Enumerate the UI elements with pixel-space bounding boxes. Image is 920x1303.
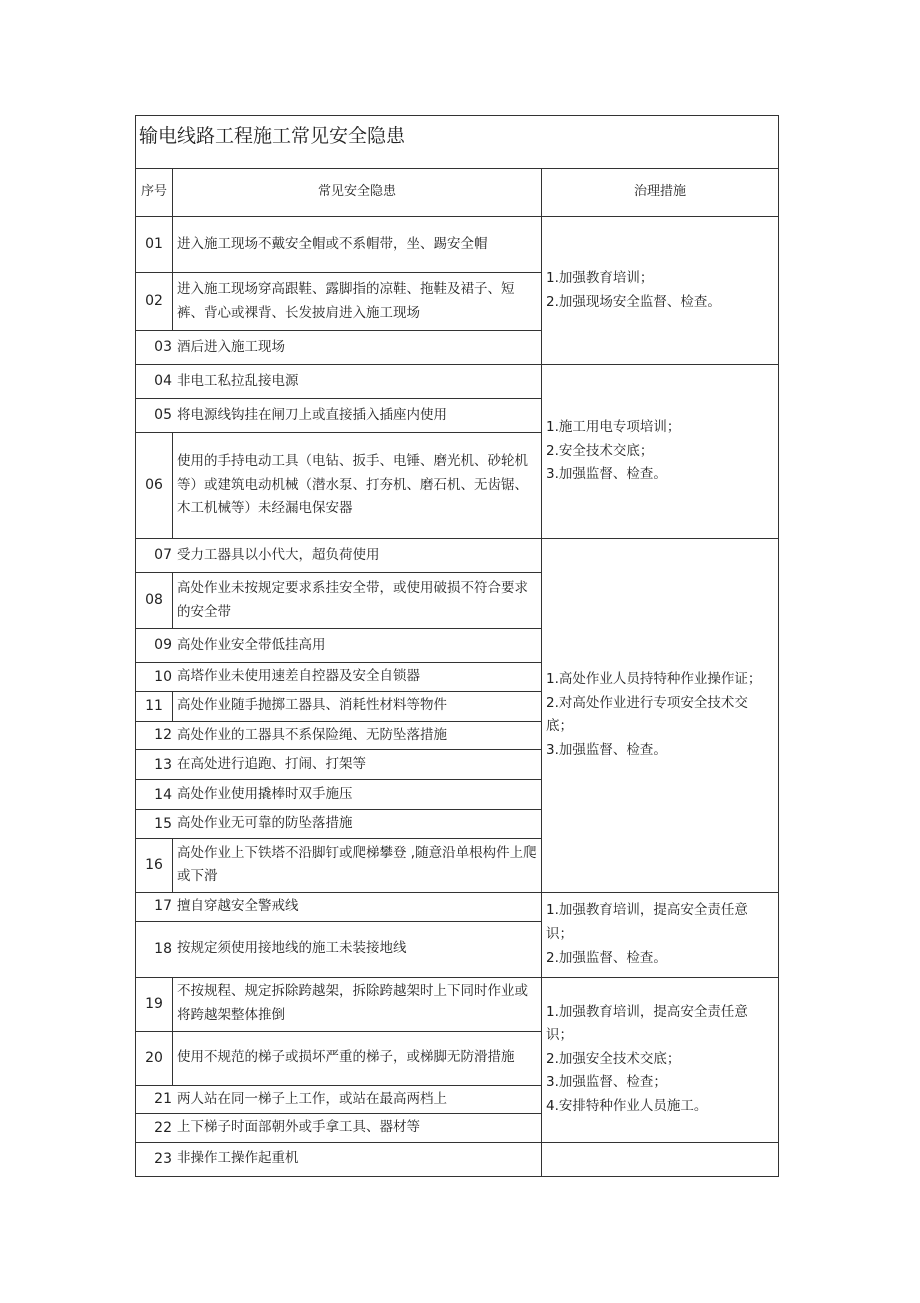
- row-number: 10: [136, 663, 173, 692]
- row-number: 08: [136, 573, 173, 629]
- hazard-text: 高处作业的工器具不系保险绳、无防坠落措施: [173, 721, 542, 750]
- measure-item: 1.施工用电专项培训；: [546, 419, 681, 436]
- measure-item: 1.加强教育培训，提高安全责任意识；: [546, 902, 748, 942]
- hazard-text: 两人站在同一梯子上工作，或站在最高两档上: [173, 1085, 542, 1114]
- measure-item: 2.加强现场安全监督、检查。: [546, 293, 721, 310]
- row-number: 13: [136, 750, 173, 780]
- measures-cell: [542, 365, 779, 539]
- hazard-text: 高处作业随手抛掷工器具、消耗性材料等物件: [173, 691, 542, 721]
- measures-cell: [542, 1142, 779, 1176]
- hazard-text: 使用不规范的梯子或损坏严重的梯子，或梯脚无防滑措施: [173, 1031, 542, 1085]
- hazard-text: 在高处进行追跑、打闹、打架等: [173, 750, 542, 780]
- hazard-text: 高处作业上下铁塔不沿脚钉或爬梯攀登 ,随意沿单根构件上爬或下滑: [173, 838, 542, 892]
- row-number: 05: [136, 399, 173, 433]
- row-number: 17: [136, 892, 173, 921]
- row-number: 04: [136, 365, 173, 399]
- hazard-text: 高处作业未按规定要求系挂安全带，或使用破损不符合要求的安全带: [173, 573, 542, 629]
- row-number: 22: [136, 1114, 173, 1143]
- table-row: [136, 217, 779, 273]
- measures-cell: [542, 892, 779, 977]
- measures-cell: [542, 977, 779, 1142]
- row-number: 20: [136, 1031, 173, 1085]
- measure-item: 2.对高处作业进行专项安全技术交底；: [546, 694, 748, 735]
- hazard-text: 非电工私拉乱接电源: [173, 365, 542, 399]
- measure-item: 1.加强教育培训；: [546, 269, 654, 286]
- measures-cell: [542, 539, 779, 893]
- hazard-text: 将电源线钩挂在闸刀上或直接插入插座内使用: [173, 399, 542, 433]
- measure-item: 1.加强教育培训，提高安全责任意识；: [546, 1003, 748, 1044]
- header-row: [136, 169, 779, 217]
- hazard-table: [135, 115, 779, 1177]
- header-hazard: 常见安全隐患: [173, 169, 542, 217]
- row-number: 01: [136, 217, 173, 273]
- row-number: 19: [136, 977, 173, 1031]
- table-row: [136, 539, 779, 573]
- title-row: [136, 116, 779, 169]
- row-number: 14: [136, 780, 173, 810]
- measure-item: 4.安排特种作业人员施工。: [546, 1098, 708, 1115]
- hazard-text: 非操作工操作起重机: [173, 1142, 542, 1176]
- table-row: [136, 892, 779, 921]
- row-number: 09: [136, 629, 173, 663]
- measure-item: 2.安全技术交底；: [546, 442, 654, 459]
- table-row: [136, 1142, 779, 1176]
- measure-item: 2.加强安全技术交底；: [546, 1050, 681, 1067]
- hazard-text: 高处作业安全带低挂高用: [173, 629, 542, 663]
- row-number: 21: [136, 1085, 173, 1114]
- hazard-text: 按规定须使用接地线的施工未装接地线: [173, 921, 542, 977]
- header-no: 序号: [136, 169, 173, 217]
- measure-item: 3.加强监督、检查。: [546, 742, 667, 759]
- row-number: 11: [136, 691, 173, 721]
- row-number: 12: [136, 721, 173, 750]
- hazard-text: 上下梯子时面部朝外或手拿工具、器材等: [173, 1114, 542, 1143]
- hazard-text: 擅自穿越安全警戒线: [173, 892, 542, 921]
- table-row: [136, 365, 779, 399]
- measure-item: 3.加强监督、检查；: [546, 1074, 667, 1091]
- row-number: 15: [136, 810, 173, 839]
- hazard-text: 使用的手持电动工具（电钻、扳手、电锤、磨光机、砂轮机等）或建筑电动机械（潜水泵、打夯机、磨石机、无齿锯、木工机械等）未经漏电保安器: [173, 433, 542, 539]
- row-number: 07: [136, 539, 173, 573]
- hazard-text: 不按规程、规定拆除跨越架，拆除跨越架时上下同时作业或将跨越架整体推倒: [173, 977, 542, 1031]
- header-measures: 治理措施: [542, 169, 779, 217]
- row-number: 06: [136, 433, 173, 539]
- page-title: 输电线路工程施工常见安全隐患: [136, 116, 779, 169]
- measure-item: 2.加强监督、检查。: [546, 949, 667, 966]
- measure-item: 3.加强监督、检查。: [546, 466, 667, 483]
- hazard-text: 高处作业无可靠的防坠落措施: [173, 810, 542, 839]
- measure-item: 1.高处作业人员持特种作业操作证；: [546, 671, 762, 688]
- row-number: 03: [136, 331, 173, 365]
- hazard-text: 受力工器具以小代大，超负荷使用: [173, 539, 542, 573]
- table-row: [136, 977, 779, 1031]
- hazard-text: 进入施工现场不戴安全帽或不系帽带，坐、踢安全帽: [173, 217, 542, 273]
- hazard-text: 高处作业使用撬棒时双手施压: [173, 780, 542, 810]
- row-number: 23: [136, 1142, 173, 1176]
- hazard-text: 高塔作业未使用速差自控器及安全自锁器: [173, 663, 542, 692]
- measures-cell: [542, 217, 779, 365]
- hazard-text: 进入施工现场穿高跟鞋、露脚指的凉鞋、拖鞋及裙子、短裤、背心或裸背、长发披肩进入施工现场: [173, 273, 542, 331]
- hazard-text: 酒后进入施工现场: [173, 331, 542, 365]
- row-number: 02: [136, 273, 173, 331]
- row-number: 18: [136, 921, 173, 977]
- row-number: 16: [136, 838, 173, 892]
